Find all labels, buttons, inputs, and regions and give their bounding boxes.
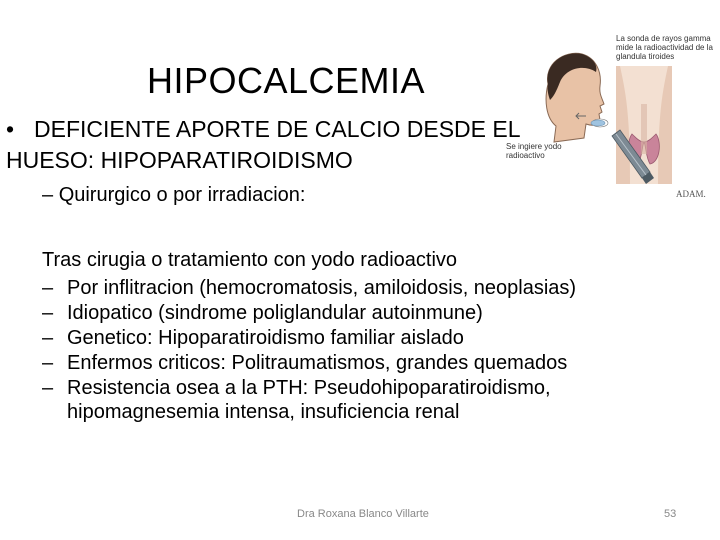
footer-author: Dra Roxana Blanco Villarte — [297, 508, 429, 520]
sub-heading-text: Quirurgico o por irradiacion: — [58, 184, 306, 206]
list-item: – Resistencia osea a la PTH: Pseudohipoparatiroidismo, hipomagnesemia intensa, insuficiencia renal — [42, 377, 551, 423]
bullet-marker: • — [6, 116, 15, 142]
caption-iodine: Se ingiere yodo radioactivo — [506, 142, 562, 160]
main-bullet-text: DEFICIENTE APORTE DE CALCIO DESDE EL HUESO: HIPOPARATIROIDISMO — [6, 116, 520, 173]
main-bullet — [6, 114, 526, 176]
sub-heading-dash: – — [42, 184, 54, 206]
slide-title: HIPOCALCEMIA — [147, 60, 426, 101]
page-number: 53 — [664, 508, 677, 520]
thyroid-scan-illustration — [504, 34, 720, 209]
cause-list — [42, 276, 642, 425]
plain-line: Tras cirugia o tratamiento con yodo radioactivo — [42, 249, 458, 271]
capsule-icon — [591, 120, 605, 126]
caption-gamma-probe: La sonda de rayos gamma mide la radioactividad de la glandula tiroides — [616, 34, 713, 61]
list-item: – Por inflitracion (hemocromatosis, amiloidosis, neoplasias) — [42, 277, 577, 299]
list-item: – Genetico: Hipoparatiroidismo familiar aislado — [42, 327, 464, 349]
sub-heading — [42, 184, 305, 207]
list-item: – Enfermos criticos: Politraumatismos, grandes quemados — [42, 352, 568, 374]
list-item: – Idiopatico (sindrome poliglandular autoinmune) — [42, 302, 483, 324]
adam-logo: ADAM. — [676, 189, 706, 199]
